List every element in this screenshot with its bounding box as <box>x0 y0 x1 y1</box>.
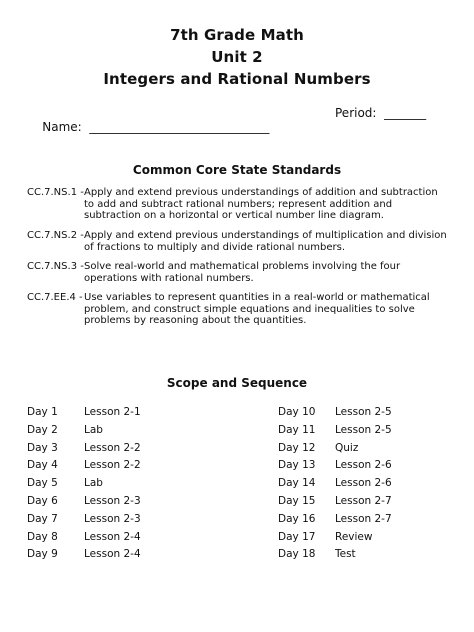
lesson-label: Lesson 2-4 <box>84 548 141 561</box>
lesson-label: Lesson 2-5 <box>335 406 392 418</box>
schedule-row <box>278 511 474 529</box>
schedule-row <box>27 546 227 564</box>
lesson-label: Lesson 2-4 <box>84 530 141 543</box>
lesson-label: Lesson 2-6 <box>335 477 392 490</box>
day-label: Day 17 <box>278 530 316 543</box>
schedule-row <box>278 529 474 547</box>
day-label: Day 18 <box>278 548 316 561</box>
schedule-left-column <box>27 404 227 564</box>
lesson-label: Lesson 2-2 <box>84 441 141 454</box>
standard-item <box>27 292 447 327</box>
title-grade: 7th Grade Math <box>170 26 304 44</box>
standard-description: Solve real-world and mathematical problems involving the four operations with rational numbers. <box>84 261 401 284</box>
standard-description: Apply and extend previous understandings of addition and subtraction to add and subtract rational numbers; represent addition and subtraction on a horizontal or vertical number line diagram. <box>84 187 438 221</box>
day-label: Day 2 <box>27 423 58 436</box>
standard-code: CC.7.NS.2 - <box>27 230 84 241</box>
schedule-row <box>278 422 474 440</box>
day-label: Day 7 <box>27 512 58 525</box>
lesson-label: Quiz <box>335 441 359 454</box>
standard-description: Apply and extend previous understandings of multiplication and division of fractions to multiply and divide rational numbers. <box>84 230 447 253</box>
standard-code: CC.7.NS.3 - <box>27 261 84 272</box>
schedule-row <box>27 493 227 511</box>
schedule-row <box>27 529 227 547</box>
standard-item <box>27 261 447 284</box>
day-label: Day 9 <box>27 548 58 561</box>
lesson-label: Lesson 2-7 <box>335 512 392 525</box>
day-label: Day 6 <box>27 494 58 507</box>
day-label: Day 5 <box>27 477 58 490</box>
standards-heading: Common Core State Standards <box>132 163 342 177</box>
day-label: Day 3 <box>27 441 58 454</box>
lesson-label: Lesson 2-3 <box>84 494 141 507</box>
schedule-row <box>278 404 474 422</box>
lesson-label: Lesson 2-1 <box>84 406 141 418</box>
day-label: Day 12 <box>278 441 316 454</box>
title-unit: Unit 2 <box>211 48 263 66</box>
scope-heading: Scope and Sequence <box>166 376 308 390</box>
schedule-row <box>27 475 227 493</box>
day-label: Day 8 <box>27 530 58 543</box>
lesson-label: Lab <box>84 477 103 490</box>
schedule-row <box>278 475 474 493</box>
standard-item <box>27 230 447 253</box>
day-label: Day 16 <box>278 512 316 525</box>
schedule-row <box>27 422 227 440</box>
day-label: Day 1 <box>27 406 58 418</box>
standard-code: CC.7.NS.1 - <box>27 187 84 198</box>
period-field-label: Period: _______ <box>335 106 427 120</box>
lesson-label: Lesson 2-5 <box>335 423 392 436</box>
schedule-row <box>27 440 227 458</box>
schedule-right-column <box>278 404 474 564</box>
schedule-row <box>27 457 227 475</box>
lesson-label: Review <box>335 530 373 543</box>
name-field-label: Name: ______________________________ <box>42 120 270 134</box>
day-label: Day 13 <box>278 459 316 472</box>
day-label: Day 11 <box>278 423 316 436</box>
schedule-row <box>278 440 474 458</box>
schedule-row <box>278 493 474 511</box>
schedule-row <box>27 404 227 422</box>
day-label: Day 14 <box>278 477 316 490</box>
lesson-label: Test <box>335 548 356 561</box>
schedule-row <box>278 546 474 564</box>
lesson-label: Lab <box>84 423 103 436</box>
schedule-row <box>278 457 474 475</box>
day-label: Day 15 <box>278 494 316 507</box>
day-label: Day 4 <box>27 459 58 472</box>
standard-code: CC.7.EE.4 - <box>27 292 83 303</box>
lesson-label: Lesson 2-2 <box>84 459 141 472</box>
standard-description: Use variables to represent quantities in a real-world or mathematical problem, and construct simple equations and inequalities to solve problems by reasoning about the quantities. <box>84 292 430 326</box>
standard-item <box>27 187 447 222</box>
lesson-label: Lesson 2-3 <box>84 512 141 525</box>
lesson-label: Lesson 2-6 <box>335 459 392 472</box>
day-label: Day 10 <box>278 406 316 418</box>
schedule-row <box>27 511 227 529</box>
name-period-row <box>27 106 427 162</box>
title-topic: Integers and Rational Numbers <box>103 70 371 88</box>
lesson-label: Lesson 2-7 <box>335 494 392 507</box>
